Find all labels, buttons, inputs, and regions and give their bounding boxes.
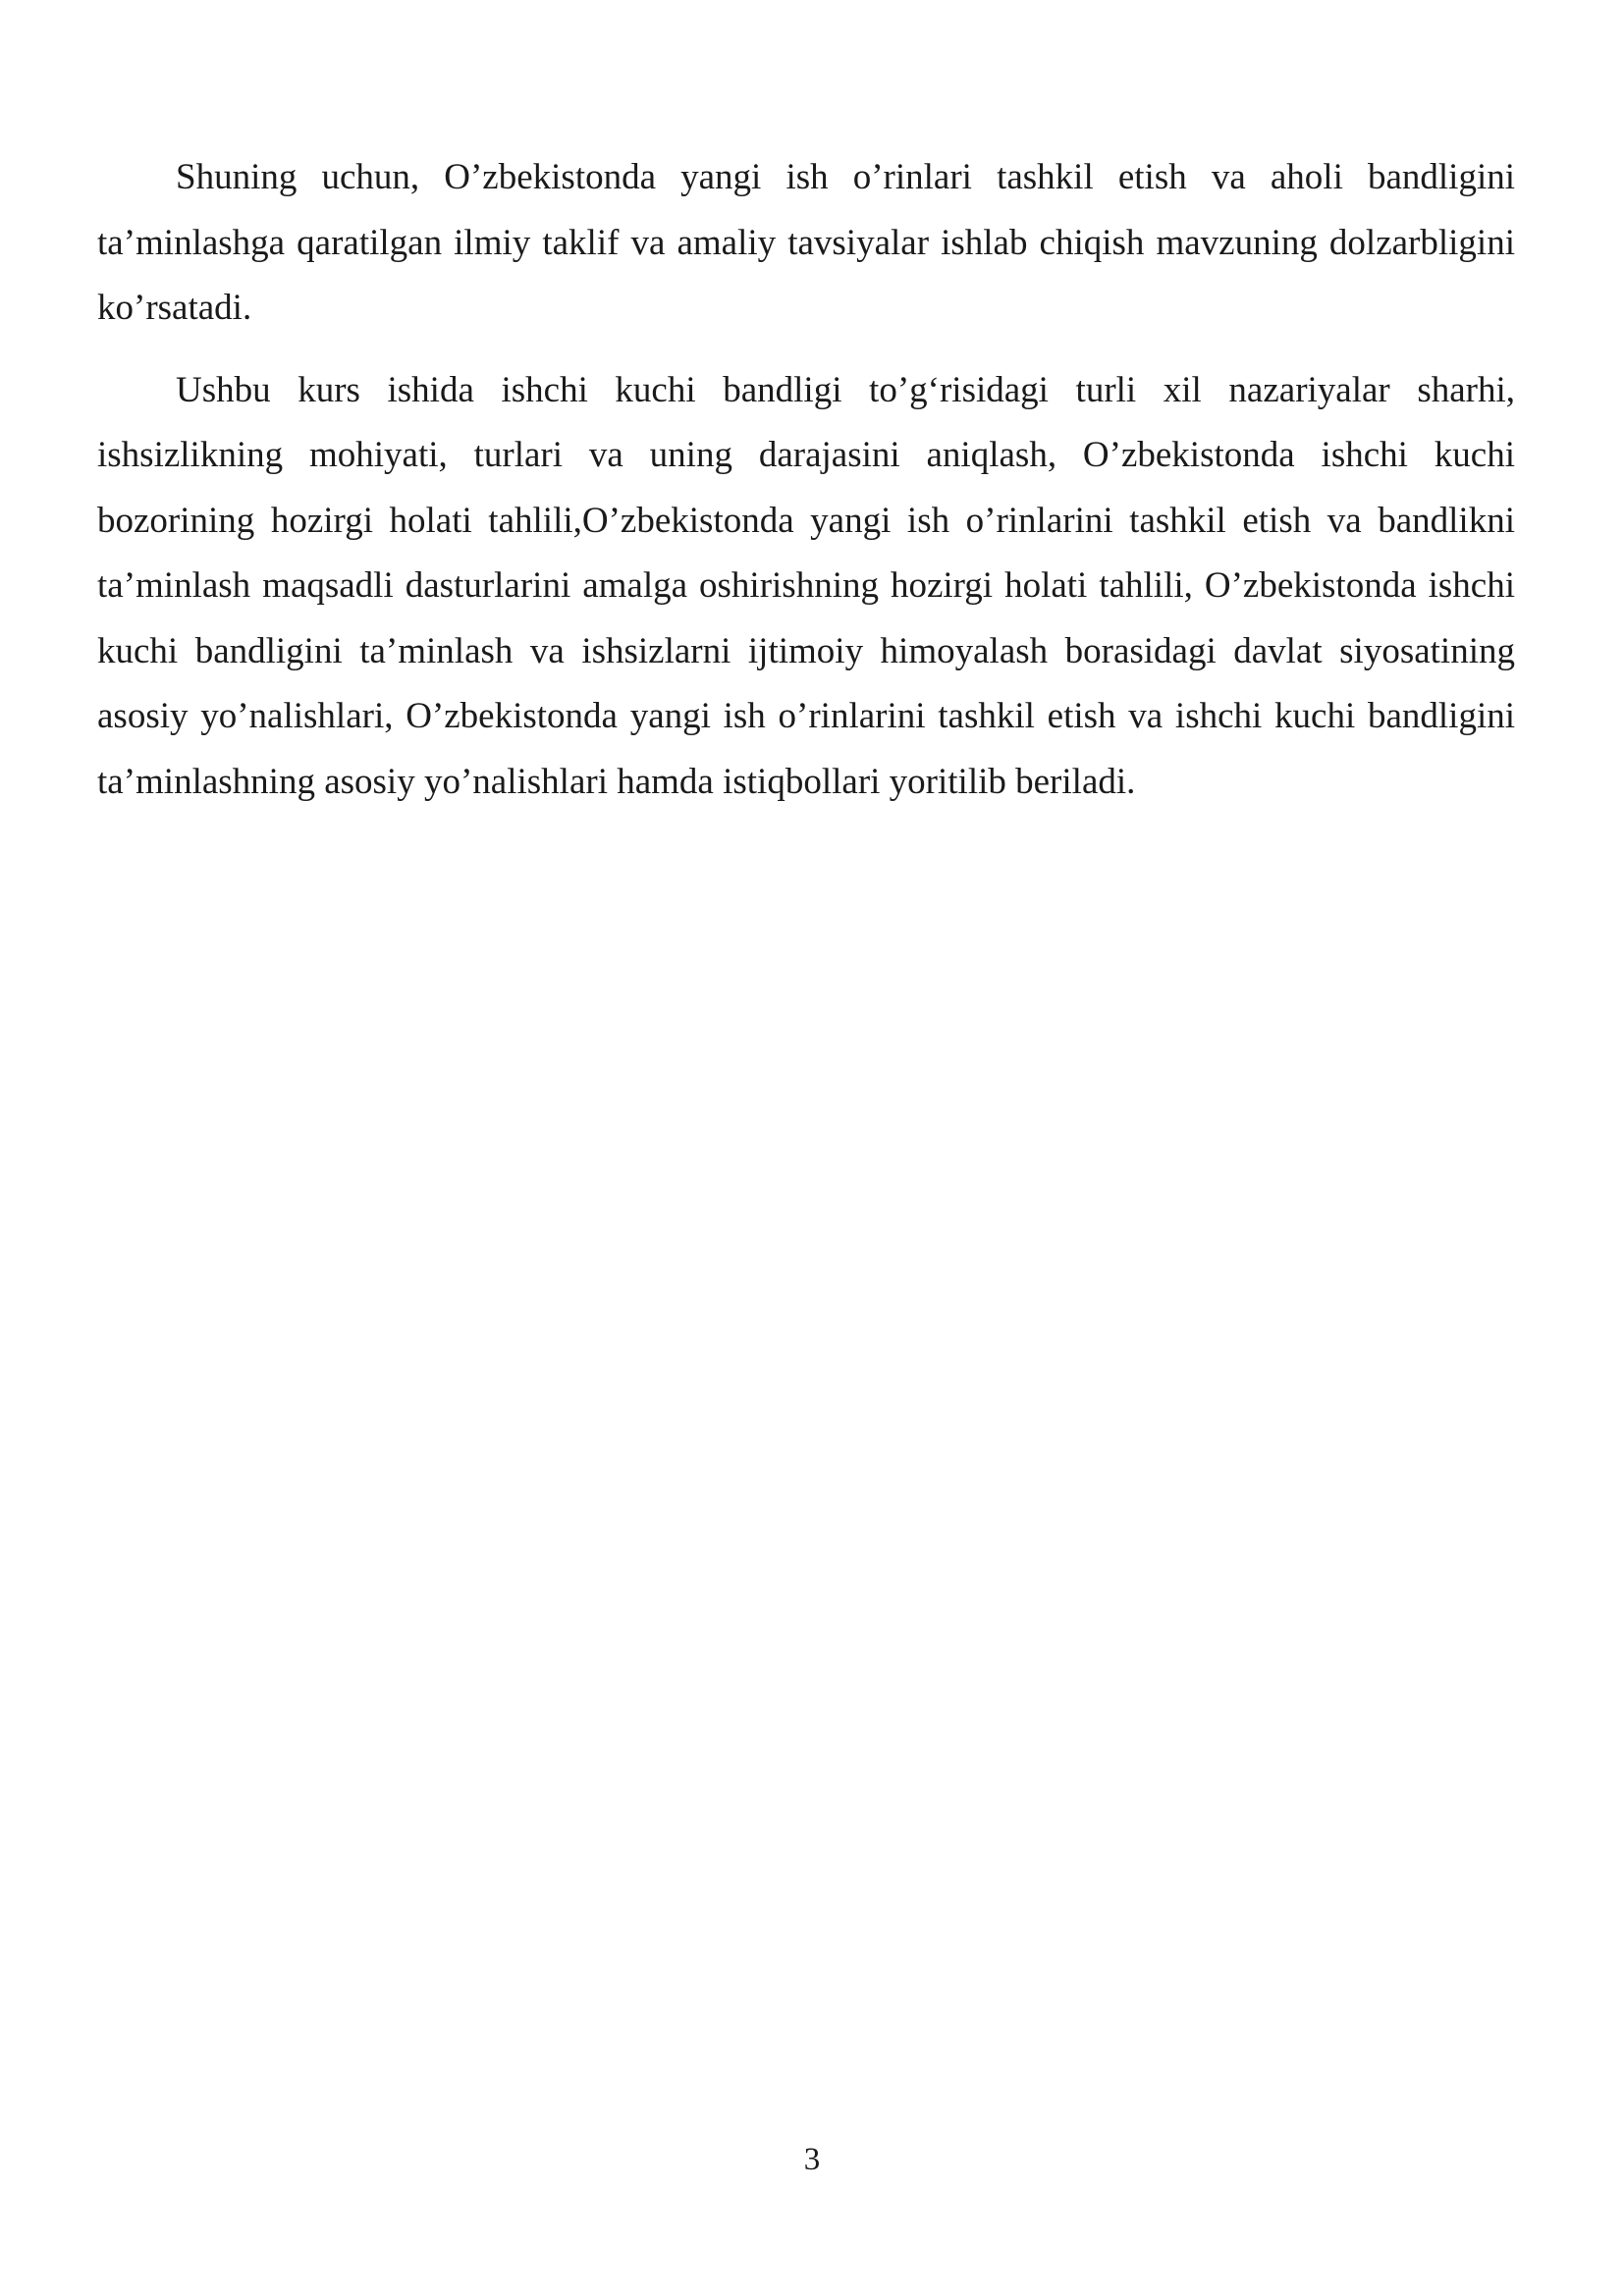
paragraph-2: Ushbu kurs ishida ishchi kuchi bandligi to’g‘risidagi turli xil nazariyalar sharhi, ishsizlikning mohiyati, turlari va uning darajasini aniqlash, O’zbekistonda ishchi kuchi bozorining hozirgi holati tahlili,O’zbekistonda yangi ish o’rinlarini tashkil etish va bandlikni ta’minlash maqsadli dasturlarini amalga oshirishning hozirgi holati tahlili, O’zbekistonda ishchi kuchi bandligini ta’minlash va ishsizlarni ijtimoiy himoyalash borasidagi davlat siyosatining asosiy yo’nalishlari, O’zbekistonda yangi ish o’rinlarini tashkil etish va ishchi kuchi bandligini ta’minlashning asosiy yo’nalishlari hamda istiqbollari yoritilib beriladi.	[97, 369, 1515, 802]
document-body	[97, 145, 1515, 815]
paragraph-1: Shuning uchun, O’zbekistonda yangi ish o’rinlari tashkil etish va aholi bandligini ta’minlashga qaratilgan ilmiy taklif va amaliy tavsiyalar ishlab chiqish mavzuning dolzarbligini ko’rsatadi.	[97, 157, 1515, 328]
page-number: 3	[803, 2142, 821, 2177]
